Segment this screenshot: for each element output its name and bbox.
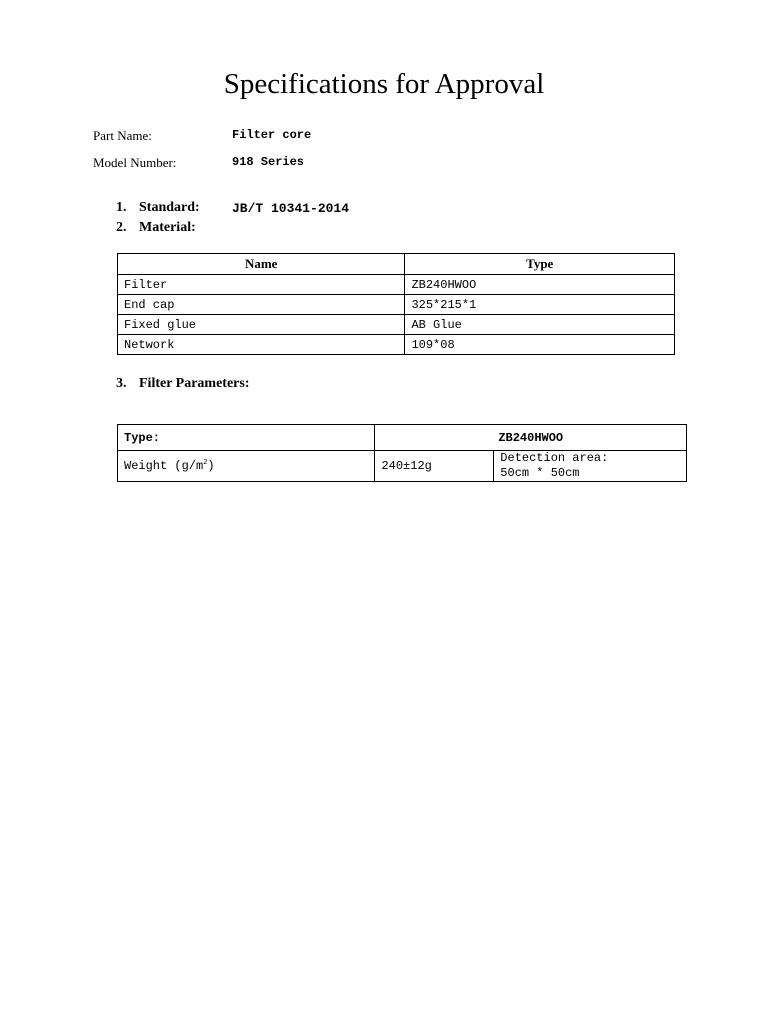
weight-value: 240±12g: [375, 451, 494, 482]
detection-area-cell: [494, 451, 687, 482]
table-cell: Fixed glue: [118, 315, 405, 335]
table-cell: ZB240HWOO: [405, 275, 675, 295]
page-title: Specifications for Approval: [223, 68, 545, 100]
model-number-value: 918 Series: [232, 155, 305, 169]
parameters-table: [117, 424, 687, 482]
weight-label-close: ): [207, 459, 215, 473]
table-cell: 109*08: [405, 335, 675, 355]
detection-area-value: 50cm * 50cm: [500, 466, 580, 480]
section-material: [116, 220, 196, 236]
table-row: [118, 315, 675, 335]
section-number: 1.: [116, 200, 127, 215]
part-name-label: Part Name:: [93, 128, 152, 143]
section-number: 2.: [116, 220, 127, 235]
table-cell: Network: [118, 335, 405, 355]
table-cell: AB Glue: [405, 315, 675, 335]
section-standard: [116, 200, 350, 216]
table-cell: End cap: [118, 295, 405, 315]
type-value: ZB240HWOO: [375, 425, 687, 451]
section-label: Filter Parameters:: [139, 376, 250, 391]
column-header-type: Type: [405, 254, 675, 275]
section-number: 3.: [116, 376, 127, 391]
weight-row: [118, 451, 687, 482]
part-name-value: Filter core: [232, 128, 312, 142]
type-label: Type:: [118, 425, 375, 451]
detection-area-label: Detection area:: [500, 451, 609, 465]
material-table: [117, 253, 675, 355]
table-cell: 325*215*1: [405, 295, 675, 315]
weight-label: [118, 451, 375, 482]
table-header-row: [118, 254, 675, 275]
standard-value: JB/T 10341-2014: [232, 201, 350, 216]
table-row: [118, 295, 675, 315]
weight-label-text: Weight (g/m: [124, 459, 204, 473]
section-filter-parameters: [116, 376, 250, 392]
weight-unit-superscript: 2: [203, 459, 208, 467]
section-label: Standard:: [139, 200, 200, 215]
type-row: [118, 425, 687, 451]
table-row: [118, 335, 675, 355]
column-header-name: Name: [118, 254, 405, 275]
section-label: Material:: [139, 220, 196, 235]
model-number-label: Model Number:: [93, 155, 177, 170]
table-cell: Filter: [118, 275, 405, 295]
table-row: [118, 275, 675, 295]
